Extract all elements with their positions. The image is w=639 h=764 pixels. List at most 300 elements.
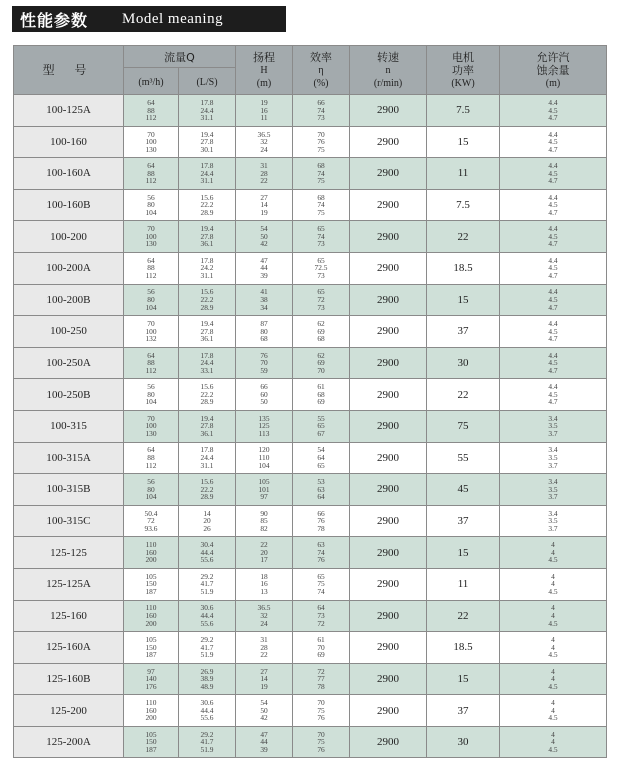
head-cell-value: 34 <box>260 302 268 312</box>
npsh-cell-value: 4 <box>551 674 555 684</box>
npsh-cell-value: 4.7 <box>548 144 558 154</box>
npsh-cell-value: 4 <box>551 737 555 747</box>
npsh-cell-value: 4.4 <box>548 350 558 360</box>
header-npsh: 允许汽 蚀余量 (m) <box>500 46 607 95</box>
flow-m3h-cell-value: 130 <box>145 429 157 439</box>
efficiency-cell-value: 69 <box>317 358 325 368</box>
flow-ls-cell-value: 22.2 <box>200 200 214 210</box>
flow-m3h-cell-value: 97 <box>147 666 155 676</box>
flow-m3h-cell-value: 130 <box>145 144 157 154</box>
flow-m3h-cell-value: 56 <box>147 382 155 392</box>
flow-m3h-cell <box>124 442 179 474</box>
flow-ls-cell <box>179 568 236 600</box>
table-row <box>14 158 607 190</box>
flow-m3h-cell <box>124 347 179 379</box>
speed-cell: 2900 <box>350 316 427 348</box>
head-cell-value: 85 <box>260 516 268 526</box>
flow-m3h-cell-value: 112 <box>145 460 157 470</box>
flow-m3h-cell-value: 112 <box>145 176 157 186</box>
head-cell-value: 68 <box>260 334 268 344</box>
efficiency-cell <box>293 726 350 758</box>
flow-ls-cell-value: 41.7 <box>200 642 214 652</box>
flow-ls-cell-value: 36.1 <box>200 334 214 344</box>
flow-m3h-cell-value: 200 <box>145 713 157 723</box>
flow-m3h-cell-value: 160 <box>145 547 157 557</box>
efficiency-cell-value: 76 <box>317 713 325 723</box>
power-cell: 15 <box>427 284 500 316</box>
speed-cell: 2900 <box>350 158 427 190</box>
model-cell: 125-160A <box>14 632 124 664</box>
header-flow: 流量Q <box>124 46 236 68</box>
efficiency-cell-value: 62 <box>317 319 325 329</box>
head-cell-value: 17 <box>260 555 268 565</box>
npsh-cell <box>500 442 607 474</box>
flow-m3h-cell-value: 104 <box>145 207 157 217</box>
flow-m3h-cell-value: 88 <box>147 168 155 178</box>
npsh-cell-value: 4 <box>551 603 555 613</box>
npsh-cell-value: 4.5 <box>548 587 558 596</box>
head-cell-value: 20 <box>260 547 268 557</box>
efficiency-cell-value: 65 <box>317 421 325 431</box>
speed-cell: 2900 <box>350 726 427 758</box>
efficiency-cell <box>293 126 350 158</box>
npsh-cell-value: 4 <box>551 635 555 644</box>
flow-ls-cell-value: 20 <box>203 516 211 526</box>
flow-ls-cell <box>179 126 236 158</box>
flow-m3h-cell-value: 176 <box>145 681 157 691</box>
head-cell-value: 24 <box>260 144 268 154</box>
flow-m3h-cell-value: 80 <box>147 295 155 305</box>
head-cell-value: 59 <box>260 365 268 375</box>
npsh-cell-value: 4.5 <box>548 326 558 336</box>
efficiency-cell-value: 70 <box>317 642 325 652</box>
npsh-cell-value: 4.5 <box>548 137 558 147</box>
head-cell-value: 22 <box>260 176 268 186</box>
flow-m3h-cell <box>124 537 179 569</box>
flow-ls-cell-value: 29.2 <box>200 571 214 581</box>
model-cell: 100-315 <box>14 410 124 442</box>
npsh-cell <box>500 95 607 127</box>
npsh-cell-value: 4.5 <box>548 650 558 660</box>
efficiency-cell-value: 65 <box>317 571 325 581</box>
flow-m3h-cell <box>124 221 179 253</box>
table-row <box>14 347 607 379</box>
flow-m3h-cell <box>124 252 179 284</box>
efficiency-cell-value: 70 <box>317 729 325 739</box>
flow-m3h-cell-value: 100 <box>145 137 157 147</box>
model-cell: 125-160B <box>14 663 124 695</box>
table-row <box>14 189 607 221</box>
efficiency-cell-value: 61 <box>317 382 325 392</box>
flow-ls-cell-value: 22.2 <box>200 484 214 494</box>
flow-ls-cell-value: 48.9 <box>200 681 214 691</box>
model-cell: 100-315A <box>14 442 124 474</box>
power-cell: 22 <box>427 221 500 253</box>
flow-ls-cell <box>179 474 236 506</box>
head-cell-value: 22 <box>260 540 268 550</box>
head-cell <box>236 316 293 348</box>
flow-ls-cell-value: 17.8 <box>200 161 214 171</box>
flow-m3h-cell-value: 110 <box>145 698 157 708</box>
flow-m3h-cell-value: 112 <box>145 365 157 375</box>
table-row <box>14 126 607 158</box>
efficiency-cell-value: 73 <box>317 271 325 281</box>
npsh-cell <box>500 347 607 379</box>
npsh-cell-value: 3.4 <box>548 413 558 423</box>
efficiency-cell-value: 53 <box>317 477 325 487</box>
efficiency-cell-value: 70 <box>317 365 325 375</box>
head-cell <box>236 126 293 158</box>
npsh-cell-value: 3.4 <box>548 445 558 455</box>
power-cell: 30 <box>427 347 500 379</box>
npsh-cell-value: 4.5 <box>548 231 558 241</box>
efficiency-cell <box>293 505 350 537</box>
flow-ls-cell-value: 28.9 <box>200 207 214 217</box>
flow-ls-cell-value: 15.6 <box>200 382 214 392</box>
npsh-cell <box>500 252 607 284</box>
header-flow-m3h: (m³/h) <box>124 68 179 95</box>
flow-ls-cell-value: 24.4 <box>200 168 214 178</box>
npsh-cell-value: 4.5 <box>548 389 558 399</box>
efficiency-cell-value: 75 <box>317 737 325 747</box>
table-row <box>14 632 607 664</box>
power-cell: 37 <box>427 505 500 537</box>
head-cell-value: 87 <box>260 319 268 329</box>
npsh-cell <box>500 537 607 569</box>
npsh-cell <box>500 726 607 758</box>
title-chinese: 性能参数 <box>20 10 89 30</box>
head-cell <box>236 505 293 537</box>
table-row <box>14 695 607 727</box>
flow-m3h-cell-value: 80 <box>147 389 155 399</box>
head-cell-value: 105 <box>258 477 270 487</box>
flow-ls-cell-value: 55.6 <box>200 555 214 565</box>
flow-ls-cell-value: 15.6 <box>200 477 214 487</box>
flow-ls-cell-value: 17.8 <box>200 97 214 107</box>
efficiency-cell-value: 78 <box>317 523 325 533</box>
speed-cell: 2900 <box>350 95 427 127</box>
power-cell: 15 <box>427 537 500 569</box>
flow-m3h-cell-value: 104 <box>145 397 157 407</box>
efficiency-cell-value: 76 <box>317 137 325 147</box>
npsh-cell-value: 4.5 <box>548 200 558 210</box>
head-cell-value: 101 <box>258 484 270 494</box>
speed-cell: 2900 <box>350 568 427 600</box>
efficiency-cell-value: 75 <box>317 705 325 715</box>
npsh-cell <box>500 600 607 632</box>
flow-ls-cell-value: 30.4 <box>200 540 214 550</box>
table-row <box>14 379 607 411</box>
head-cell-value: 60 <box>260 389 268 399</box>
flow-m3h-cell-value: 56 <box>147 192 155 202</box>
model-cell: 125-200A <box>14 726 124 758</box>
flow-m3h-cell <box>124 189 179 221</box>
flow-m3h-cell-value: 56 <box>147 287 155 297</box>
efficiency-cell-value: 70 <box>317 129 325 139</box>
efficiency-cell-value: 76 <box>317 555 325 565</box>
flow-ls-cell-value: 17.8 <box>200 255 214 265</box>
flow-ls-cell-value: 24.4 <box>200 105 214 115</box>
efficiency-cell-value: 70 <box>317 698 325 708</box>
table-row <box>14 537 607 569</box>
efficiency-cell-value: 74 <box>317 587 325 596</box>
efficiency-cell <box>293 537 350 569</box>
flow-ls-cell-value: 31.1 <box>200 460 214 470</box>
header-model: 型 号 <box>14 46 124 95</box>
flow-ls-cell-value: 41.7 <box>200 737 214 747</box>
speed-cell: 2900 <box>350 284 427 316</box>
efficiency-cell-value: 62 <box>317 350 325 360</box>
model-cell: 100-200 <box>14 221 124 253</box>
model-cell: 100-315B <box>14 474 124 506</box>
efficiency-cell-value: 68 <box>317 192 325 202</box>
flow-m3h-cell-value: 187 <box>145 587 157 596</box>
npsh-cell-value: 3.5 <box>548 421 558 431</box>
flow-m3h-cell-value: 64 <box>147 445 155 455</box>
head-cell <box>236 221 293 253</box>
npsh-cell-value: 4 <box>551 611 555 620</box>
head-cell-value: 50 <box>260 397 268 407</box>
speed-cell: 2900 <box>350 126 427 158</box>
efficiency-cell <box>293 474 350 506</box>
flow-m3h-cell-value: 88 <box>147 105 155 115</box>
npsh-cell-value: 4.4 <box>548 161 558 171</box>
efficiency-cell-value: 68 <box>317 161 325 171</box>
npsh-cell-value: 4.5 <box>548 105 558 115</box>
section-title-bar <box>12 6 286 32</box>
model-cell: 125-160 <box>14 600 124 632</box>
flow-ls-cell-value: 17.8 <box>200 445 214 455</box>
flow-ls-cell <box>179 158 236 190</box>
flow-m3h-cell-value: 187 <box>145 650 157 660</box>
head-cell-value: 39 <box>260 271 268 281</box>
flow-m3h-cell-value: 150 <box>145 579 157 589</box>
power-cell: 18.5 <box>427 632 500 664</box>
npsh-cell-value: 4 <box>551 642 555 652</box>
efficiency-cell-value: 72 <box>317 295 325 305</box>
npsh-cell-value: 3.7 <box>548 460 558 470</box>
efficiency-cell <box>293 695 350 727</box>
model-cell: 125-125A <box>14 568 124 600</box>
flow-ls-cell-value: 19.4 <box>200 319 214 329</box>
head-cell-value: 42 <box>260 713 268 723</box>
power-cell: 15 <box>427 126 500 158</box>
speed-cell: 2900 <box>350 379 427 411</box>
flow-m3h-cell-value: 64 <box>147 350 155 360</box>
head-cell-value: 76 <box>260 350 268 360</box>
efficiency-cell <box>293 316 350 348</box>
flow-ls-cell <box>179 316 236 348</box>
flow-m3h-cell-value: 56 <box>147 477 155 487</box>
npsh-cell-value: 3.5 <box>548 484 558 494</box>
flow-m3h-cell-value: 105 <box>145 571 157 581</box>
efficiency-cell-value: 69 <box>317 650 325 660</box>
efficiency-cell-value: 75 <box>317 176 325 186</box>
head-cell <box>236 379 293 411</box>
npsh-cell-value: 3.4 <box>548 477 558 487</box>
head-cell <box>236 632 293 664</box>
flow-ls-cell-value: 19.4 <box>200 224 214 234</box>
npsh-cell-value: 4.7 <box>548 113 558 123</box>
flow-m3h-cell-value: 105 <box>145 729 157 739</box>
head-cell-value: 44 <box>260 737 268 747</box>
header-head: 扬程 H (m) <box>236 46 293 95</box>
head-cell-value: 16 <box>260 579 268 589</box>
model-cell: 100-160 <box>14 126 124 158</box>
power-cell: 11 <box>427 158 500 190</box>
flow-m3h-cell-value: 64 <box>147 255 155 265</box>
head-cell-value: 11 <box>260 113 268 123</box>
npsh-cell-value: 4.5 <box>548 168 558 178</box>
flow-ls-cell-value: 19.4 <box>200 413 214 423</box>
npsh-cell-value: 4.5 <box>548 681 558 691</box>
head-cell <box>236 158 293 190</box>
flow-ls-cell-value: 44.4 <box>200 547 214 557</box>
npsh-cell <box>500 474 607 506</box>
npsh-cell-value: 3.4 <box>548 508 558 518</box>
npsh-cell <box>500 221 607 253</box>
flow-ls-cell <box>179 663 236 695</box>
flow-ls-cell-value: 30.6 <box>200 603 214 613</box>
flow-ls-cell-value: 31.1 <box>200 271 214 281</box>
table-row <box>14 726 607 758</box>
efficiency-cell-value: 74 <box>317 168 325 178</box>
efficiency-cell-value: 66 <box>317 97 325 107</box>
speed-cell: 2900 <box>350 189 427 221</box>
head-cell-value: 32 <box>260 611 268 620</box>
efficiency-cell-value: 73 <box>317 302 325 312</box>
npsh-cell <box>500 126 607 158</box>
speed-cell: 2900 <box>350 442 427 474</box>
head-cell-value: 31 <box>260 161 268 171</box>
flow-ls-cell-value: 22.2 <box>200 389 214 399</box>
flow-ls-cell-value: 38.9 <box>200 674 214 684</box>
flow-m3h-cell <box>124 726 179 758</box>
table-row <box>14 474 607 506</box>
flow-ls-cell-value: 55.6 <box>200 618 214 628</box>
flow-m3h-cell-value: 80 <box>147 484 155 494</box>
flow-ls-cell <box>179 695 236 727</box>
head-cell-value: 14 <box>260 200 268 210</box>
npsh-cell-value: 3.7 <box>548 492 558 502</box>
flow-ls-cell-value: 24.4 <box>200 453 214 463</box>
npsh-cell-value: 4.4 <box>548 382 558 392</box>
flow-m3h-cell-value: 100 <box>145 421 157 431</box>
power-cell: 30 <box>427 726 500 758</box>
flow-m3h-cell-value: 110 <box>145 540 157 550</box>
efficiency-cell-value: 74 <box>317 105 325 115</box>
flow-m3h-cell <box>124 663 179 695</box>
speed-cell: 2900 <box>350 474 427 506</box>
head-cell-value: 50 <box>260 231 268 241</box>
npsh-cell <box>500 379 607 411</box>
flow-ls-cell-value: 27.8 <box>200 326 214 336</box>
flow-m3h-cell-value: 110 <box>145 603 157 613</box>
model-cell: 100-200B <box>14 284 124 316</box>
flow-m3h-cell-value: 100 <box>145 231 157 241</box>
flow-ls-cell-value: 36.1 <box>200 239 214 249</box>
flow-ls-cell <box>179 347 236 379</box>
head-cell-value: 32 <box>260 137 268 147</box>
efficiency-cell-value: 75 <box>317 144 325 154</box>
npsh-cell <box>500 695 607 727</box>
speed-cell: 2900 <box>350 505 427 537</box>
head-cell-value: 82 <box>260 523 268 533</box>
flow-ls-cell-value: 44.4 <box>200 611 214 620</box>
efficiency-cell-value: 68 <box>317 334 325 344</box>
flow-m3h-cell-value: 200 <box>145 555 157 565</box>
speed-cell: 2900 <box>350 221 427 253</box>
table-row <box>14 505 607 537</box>
npsh-cell-value: 3.7 <box>548 429 558 439</box>
flow-ls-cell-value: 28.9 <box>200 302 214 312</box>
efficiency-cell <box>293 663 350 695</box>
flow-m3h-cell-value: 72 <box>147 516 155 526</box>
flow-m3h-cell-value: 200 <box>145 618 157 628</box>
head-cell <box>236 442 293 474</box>
flow-ls-cell <box>179 726 236 758</box>
model-cell: 100-315C <box>14 505 124 537</box>
flow-ls-cell-value: 27.8 <box>200 137 214 147</box>
table-row <box>14 600 607 632</box>
npsh-cell-value: 4.5 <box>548 295 558 305</box>
flow-ls-cell-value: 51.9 <box>200 587 214 596</box>
efficiency-cell <box>293 158 350 190</box>
efficiency-cell-value: 72 <box>317 618 325 628</box>
model-cell: 100-160B <box>14 189 124 221</box>
flow-ls-cell-value: 30.1 <box>200 144 214 154</box>
flow-ls-cell-value: 29.2 <box>200 635 214 644</box>
npsh-cell-value: 3.5 <box>548 516 558 526</box>
flow-ls-cell-value: 26 <box>203 523 211 533</box>
flow-ls-cell <box>179 252 236 284</box>
npsh-cell <box>500 663 607 695</box>
head-cell <box>236 95 293 127</box>
flow-m3h-cell-value: 105 <box>145 635 157 644</box>
flow-m3h-cell <box>124 410 179 442</box>
flow-ls-cell <box>179 442 236 474</box>
efficiency-cell-value: 66 <box>317 508 325 518</box>
flow-ls-cell-value: 30.6 <box>200 698 214 708</box>
table-row <box>14 221 607 253</box>
flow-m3h-cell <box>124 95 179 127</box>
npsh-cell <box>500 632 607 664</box>
head-cell-value: 47 <box>260 255 268 265</box>
efficiency-cell-value: 65 <box>317 224 325 234</box>
flow-m3h-cell-value: 100 <box>145 326 157 336</box>
flow-ls-cell <box>179 600 236 632</box>
efficiency-cell-value: 73 <box>317 611 325 620</box>
head-cell-value: 113 <box>258 429 270 439</box>
efficiency-cell <box>293 410 350 442</box>
power-cell: 18.5 <box>427 252 500 284</box>
head-cell-value: 28 <box>260 642 268 652</box>
head-cell-value: 27 <box>260 192 268 202</box>
efficiency-cell-value: 76 <box>317 744 325 754</box>
table-row <box>14 410 607 442</box>
npsh-cell-value: 3.7 <box>548 523 558 533</box>
header-speed: 转速 n (r/min) <box>350 46 427 95</box>
head-cell-value: 19 <box>260 681 268 691</box>
flow-ls-cell <box>179 410 236 442</box>
flow-ls-cell-value: 29.2 <box>200 729 214 739</box>
flow-m3h-cell-value: 112 <box>145 271 157 281</box>
table-row <box>14 663 607 695</box>
efficiency-cell-value: 74 <box>317 547 325 557</box>
head-cell-value: 19 <box>260 97 268 107</box>
flow-m3h-cell-value: 112 <box>145 113 157 123</box>
npsh-cell-value: 4 <box>551 547 555 557</box>
